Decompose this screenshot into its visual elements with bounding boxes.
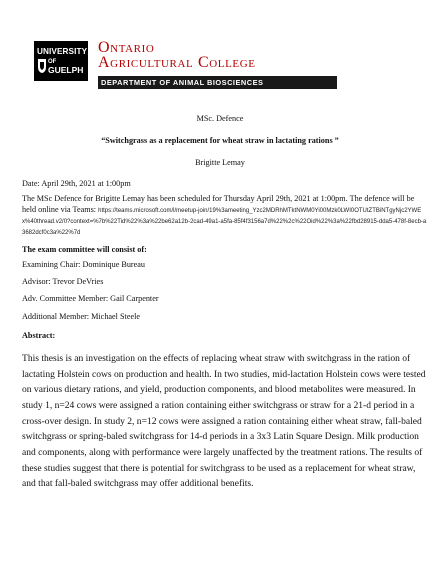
college-name-line1: Ontario <box>98 39 155 56</box>
abstract-text: This thesis is an investigation on the effects of replacing wheat straw with switchgrass in the ration of lactating Holstein cows on production and health. In two studies, mid-lactation Holstein cows were tested on various dietary rations, and yield, production components, and blood metabolites were measured. In study 1, n=24 cows were assigned a ration containing either switchgrass or straw for a 21-d period in a cross-over design. In study 2, n=12 cows were assigned a ration containing either wheat straw, fall-baled switchgrass or spring-baled switchgrass for 14-d periods in a 3x3 Latin Square Design. Milk production and components, along with performance were largely unaffected by the treatment rations. The results of these studies suggest that there is potential for switchgrass to be used as a replacement for wheat straw, and that fall-baled switchgrass may offer additional benefits. <box>22 353 426 490</box>
committee-member: Examining Chair: Dominique Bureau <box>22 260 146 269</box>
thesis-title: “Switchgrass as a replacement for wheat straw in lactating rations ” <box>101 136 339 145</box>
defence-type: MSc. Defence <box>196 114 244 123</box>
committee-heading: The exam committee will consist of: <box>22 245 147 254</box>
logo-text-university: UNIVERSITY <box>37 47 88 56</box>
teams-meeting-link[interactable]: https://teams.microsoft.com/l/meetup-join/19%3ameeting_Yzc2MDRhMTktNWM0Yi00Mzk0LWI0OTUtZTBiNTgyNjc2YWEx%40thread.v2/0?context=%7b%22Tid%22%3a%22be62a12b-2cad-49a1-a5fa-85f4f3156a7d%22%2c%22Oid%22%3a%22fbd28915-dda5-478f-8ecb-a3682dcf0c3a%22%7d <box>22 207 427 236</box>
candidate-name: Brigitte Lemay <box>195 158 245 167</box>
committee-member: Additional Member: Michael Steele <box>22 311 141 321</box>
defence-date: Date: April 29th, 2021 at 1:00pm <box>22 179 131 188</box>
logo-text-guelph: GUELPH <box>48 65 84 75</box>
college-name-line2: Agricultural College <box>98 53 256 71</box>
committee-member: Advisor: Trevor DeVries <box>22 277 104 287</box>
committee-member: Adv. Committee Member: Gail Carpenter <box>22 294 159 304</box>
crest-icon <box>37 58 47 74</box>
committee-list <box>22 260 159 329</box>
announcement <box>22 194 427 238</box>
university-of-guelph-logo <box>34 41 88 81</box>
college-name-block <box>98 41 348 70</box>
logo-text-of: OF <box>48 59 57 65</box>
abstract-heading: Abstract: <box>22 331 56 340</box>
announcement-text: The MSc Defence for Brigitte Lemay has been scheduled for Thursday April 29th, 2021 at 1:00pm. The defence will be held online via Teams: <box>22 194 415 214</box>
department-banner: DEPARTMENT OF ANIMAL BIOSCIENCES <box>98 76 337 89</box>
